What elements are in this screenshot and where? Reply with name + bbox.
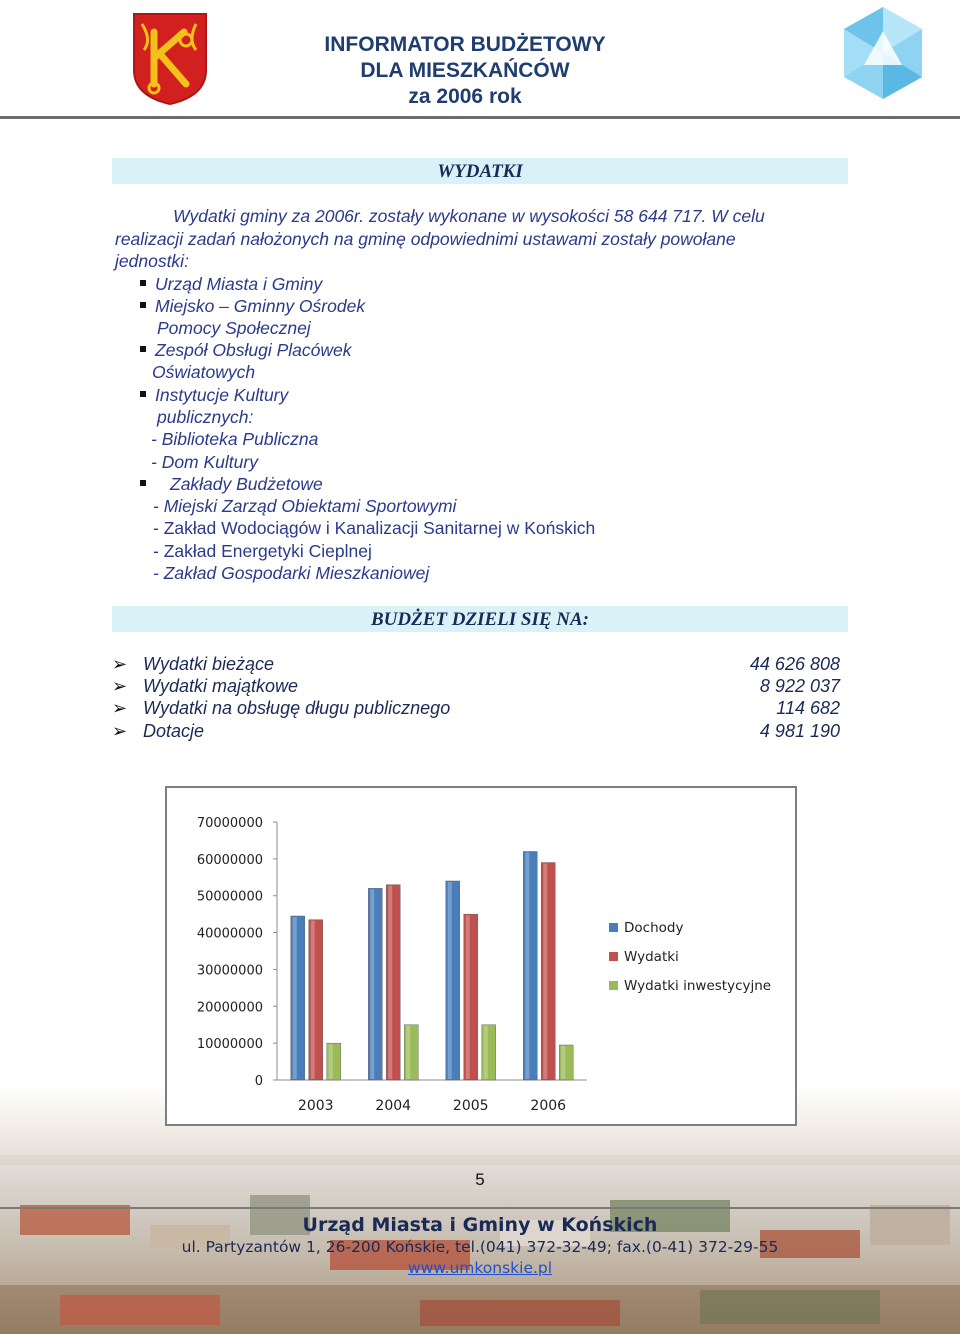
footer-website-link[interactable]: www.umkonskie.pl	[407, 1259, 553, 1277]
footer-address: ul. Partyzantów 1, 26-200 Końskie, tel.(041) 372-32-49; fax.(0-41) 372-29-55	[181, 1238, 779, 1256]
budget-row	[0, 697, 960, 719]
legend-label: Wydatki	[624, 949, 679, 965]
bullet-square-icon	[140, 280, 146, 286]
header-title-line1: INFORMATOR BUDŻETOWY	[324, 33, 606, 56]
arrow-bullet-icon: ➢	[112, 698, 128, 718]
bar-highlight	[370, 889, 374, 1079]
budget-row-label: Wydatki bieżące	[143, 654, 275, 674]
bar-highlight	[311, 921, 315, 1079]
unit-item: Zakłady Budżetowe	[140, 473, 323, 495]
x-tick-label: 2006	[530, 1098, 567, 1114]
bullet-square-icon	[140, 391, 146, 397]
unit-subitem: - Miejski Zarząd Obiektami Sportowymi	[153, 496, 457, 516]
budget-row-value: 8 922 037	[759, 676, 840, 696]
section-heading-budzet-text: BUDŻET DZIELI SIĘ NA:	[371, 609, 589, 630]
legend-label: Wydatki inwestycyjne	[624, 978, 772, 994]
budget-row	[0, 653, 960, 675]
unit-item-continued: Pomocy Społecznej	[157, 318, 311, 338]
unit-item: Zespół Obsługi Placówek	[140, 339, 351, 361]
bar-highlight	[388, 886, 392, 1079]
bar-highlight	[525, 852, 529, 1079]
footer-website-wrap	[0, 1259, 960, 1277]
bar-highlight	[484, 1026, 488, 1079]
budget-row	[0, 675, 960, 697]
unit-item-continued: publicznych:	[157, 407, 254, 427]
intro-line-2: realizacji zadań nałożonych na gminę odpowiednimi ustawami zostały powołane	[115, 229, 736, 249]
footer-org: Urząd Miasta i Gminy w Końskich	[302, 1214, 658, 1236]
arrow-bullet-icon: ➢	[112, 721, 128, 741]
y-tick-label: 60000000	[196, 852, 263, 868]
bar-highlight	[561, 1046, 565, 1079]
budget-row-label: Wydatki majątkowe	[143, 676, 299, 696]
bar-highlight	[406, 1026, 410, 1079]
unit-item: Miejsko – Gminny Ośrodek	[140, 295, 365, 317]
bar-highlight	[448, 882, 452, 1079]
budget-row-value: 44 626 808	[749, 654, 840, 674]
y-tick-label: 70000000	[196, 816, 263, 831]
y-tick-label: 0	[254, 1074, 263, 1089]
budget-row-label: Dotacje	[143, 721, 205, 741]
unit-item-continued: Oświatowych	[152, 362, 256, 382]
header-title-line2: DLA MIESZKAŃCÓW	[360, 59, 570, 82]
y-tick-label: 40000000	[196, 926, 263, 942]
unit-subitem: - Dom Kultury	[151, 452, 258, 472]
unit-subitem: - Zakład Wodociągów i Kanalizacji Sanitarnej w Końskich	[153, 518, 596, 538]
crystal-logo	[840, 5, 926, 101]
budget-row-value: 114 682	[776, 698, 840, 718]
budget-row	[0, 720, 960, 742]
header-title-line3: za 2006 rok	[408, 85, 522, 108]
legend-swatch	[609, 923, 618, 932]
intro-line-1: Wydatki gminy za 2006r. zostały wykonane w wysokości 58 644 717. W celu	[173, 206, 765, 226]
page-number: 5	[475, 1170, 485, 1189]
budget-chart	[165, 786, 797, 1126]
legend-swatch	[609, 981, 618, 990]
unit-subitem: - Zakład Gospodarki Mieszkaniowej	[153, 563, 430, 583]
unit-item: Urząd Miasta i Gminy	[140, 273, 322, 295]
bar-highlight	[329, 1044, 333, 1079]
bar-chart-svg	[167, 788, 795, 1124]
intro-line-3: jednostki:	[115, 251, 189, 271]
section-heading-wydatki	[112, 158, 848, 184]
unit-subitem: - Zakład Energetyki Cieplnej	[153, 541, 372, 561]
x-tick-label: 2005	[452, 1098, 489, 1114]
header-divider	[0, 116, 960, 119]
bar-highlight	[466, 915, 470, 1079]
footer-divider	[0, 1207, 960, 1209]
bar-highlight	[543, 864, 547, 1079]
coat-of-arms-logo	[130, 10, 210, 106]
bullet-square-icon	[140, 480, 146, 486]
y-tick-label: 50000000	[196, 889, 263, 905]
budget-row-label: Wydatki na obsługę długu publicznego	[143, 698, 451, 718]
x-tick-label: 2004	[375, 1098, 412, 1114]
bar-highlight	[293, 917, 297, 1079]
y-tick-label: 30000000	[196, 963, 263, 979]
bullet-square-icon	[140, 346, 146, 352]
x-tick-label: 2003	[297, 1098, 334, 1114]
legend-swatch	[609, 952, 618, 961]
arrow-bullet-icon: ➢	[112, 654, 128, 674]
section-heading-budzet	[112, 606, 848, 632]
header-title	[250, 32, 680, 110]
bullet-square-icon	[140, 302, 146, 308]
legend-label: Dochody	[624, 920, 684, 936]
arrow-bullet-icon: ➢	[112, 676, 128, 696]
unit-subitem: - Biblioteka Publiczna	[151, 429, 319, 449]
y-tick-label: 20000000	[196, 1000, 263, 1016]
budget-row-value: 4 981 190	[759, 721, 840, 741]
unit-item: Instytucje Kultury	[140, 384, 288, 406]
y-tick-label: 10000000	[196, 1037, 263, 1053]
section-heading-wydatki-text: WYDATKI	[437, 161, 523, 182]
